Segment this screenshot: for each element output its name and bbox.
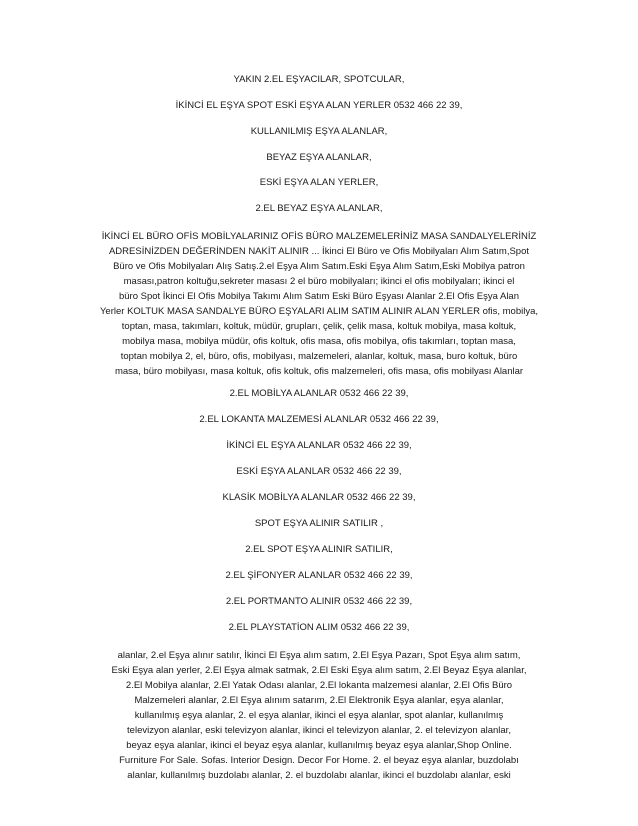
heading-line: ESKİ EŞYA ALANLAR 0532 466 22 39, — [236, 466, 402, 477]
paragraph-line: kullanılmış eşya alanlar, 2. el eşya alanlar, ikinci el eşya alanlar, spot alanlar, kullanılmış — [134, 710, 504, 721]
paragraph-line: Büro ve Ofis Mobilyaları Alış Satış.2.el Eşya Alım Satım.Eski Eşya Alım Satım,Eski Mobilya patron — [113, 261, 525, 272]
heading-line: SPOT EŞYA ALINIR SATILIR , — [254, 518, 384, 529]
heading-line: 2.EL PLAYSTATİON ALIM 0532 466 22 39, — [228, 622, 410, 633]
heading-line: KLASİK MOBİLYA ALANLAR 0532 466 22 39, — [222, 492, 416, 503]
paragraph-line: masa, büro mobilyası, masa koltuk, ofis koltuk, ofis malzemeleri, ofis masa, ofis mobilyası Alanlar — [114, 366, 524, 377]
heading-line: 2.EL LOKANTA MALZEMESİ ALANLAR 0532 466 22 39, — [199, 414, 439, 425]
paragraph-second-hand-goods — [89, 648, 549, 783]
heading-line: 2.EL MOBİLYA ALANLAR 0532 466 22 39, — [229, 388, 409, 399]
paragraph-line: toptan mobilya 2, el, büro, ofis, mobilyası, malzemeleri, alanlar, koltuk, masa, buro koltuk, büro — [120, 351, 518, 362]
heading-line: ESKİ EŞYA ALAN YERLER, — [259, 177, 379, 188]
paragraph-line: Furniture For Sale. Sofas. Interior Design. Decor For Home. 2. el beyaz eşya alanlar, buzdolabı — [119, 755, 519, 766]
heading-line: 2.EL BEYAZ EŞYA ALANLAR, — [255, 203, 383, 214]
paragraph-line: İKİNCİ EL BÜRO OFİS MOBİLYALARINIZ OFİS BÜRO MALZEMELERİNİZ MASA SANDALYELERİNİZ — [101, 231, 537, 242]
heading-line: KULLANILMIŞ EŞYA ALANLAR, — [250, 126, 388, 137]
paragraph-line: toptan, masa, takımları, koltuk, müdür, grupları, çelik, çelik masa, koltuk mobilya, masa koltuk, — [121, 321, 517, 332]
paragraph-line: mobilya masa, mobilya müdür, ofis koltuk, ofis masa, ofis mobilya, ofis takımları, toptan masa, — [122, 336, 516, 347]
paragraph-office-furniture — [89, 229, 549, 379]
paragraph-line: Yerler KOLTUK MASA SANDALYE BÜRO EŞYALARI ALIM SATIM ALINIR ALAN YERLER ofis, mobilya, — [99, 306, 539, 317]
paragraph-line: Malzemeleri alanlar, 2.El Eşya alınım satarım, 2.El Elektronik Eşya alanlar, eşya alanlar, — [134, 695, 504, 706]
paragraph-line: televizyon alanlar, eski televizyon alanlar, ikinci el televizyon alanlar, 2. el televizyon alanlar, — [127, 725, 511, 736]
paragraph-line: alanlar, 2.el Eşya alınır satılır, İkinci El Eşya alım satım, 2.El Eşya Pazarı, Spot Eşya alım satım, — [117, 650, 521, 661]
paragraph-line: masası,patron koltuğu,sekreter masası 2 el büro mobilyaları; ikinci el ofis mobilyaları; ikinci el — [123, 276, 515, 287]
heading-line: İKİNCİ EL EŞYA SPOT ESKİ EŞYA ALAN YERLER 0532 466 22 39, — [175, 100, 463, 111]
paragraph-line: beyaz eşya alanlar, ikinci el beyaz eşya alanlar, kullanılmış beyaz eşya alanlar,Shop Online. — [126, 740, 512, 751]
paragraph-line: büro Spot İkinci El Ofis Mobilya Takımı Alım Satım Eski Büro Eşyası Alanlar 2.El Ofis Eşya Alan — [118, 291, 520, 302]
heading-line: BEYAZ EŞYA ALANLAR, — [266, 152, 372, 163]
heading-line: YAKIN 2.EL EŞYACILAR, SPOTCULAR, — [233, 74, 405, 85]
heading-line: İKİNCİ EL EŞYA ALANLAR 0532 466 22 39, — [226, 440, 412, 451]
heading-line: 2.EL PORTMANTO ALINIR 0532 466 22 39, — [225, 596, 413, 607]
heading-line: 2.EL SPOT EŞYA ALINIR SATILIR, — [245, 544, 393, 555]
paragraph-line: Eski Eşya alan yerler, 2.El Eşya almak satmak, 2.El Eski Eşya alım satım, 2.El Beyaz Eşya alanlar, — [111, 665, 527, 676]
paragraph-line: 2.El Mobilya alanlar, 2.El Yatak Odası alanlar, 2.El lokanta malzemesi alanlar, 2.El Ofis Büro — [125, 680, 513, 691]
paragraph-line: ADRESİNİZDEN DEĞERİNDEN NAKİT ALINIR ... İkinci El Büro ve Ofis Mobilyaları Alım Satım,Spot — [108, 246, 530, 257]
paragraph-line: alanlar, kullanılmış buzdolabı alanlar, 2. el buzdolabı alanlar, ikinci el buzdolabı alanlar, eski — [127, 770, 511, 781]
heading-line: 2.EL ŞİFONYER ALANLAR 0532 466 22 39, — [225, 570, 413, 581]
